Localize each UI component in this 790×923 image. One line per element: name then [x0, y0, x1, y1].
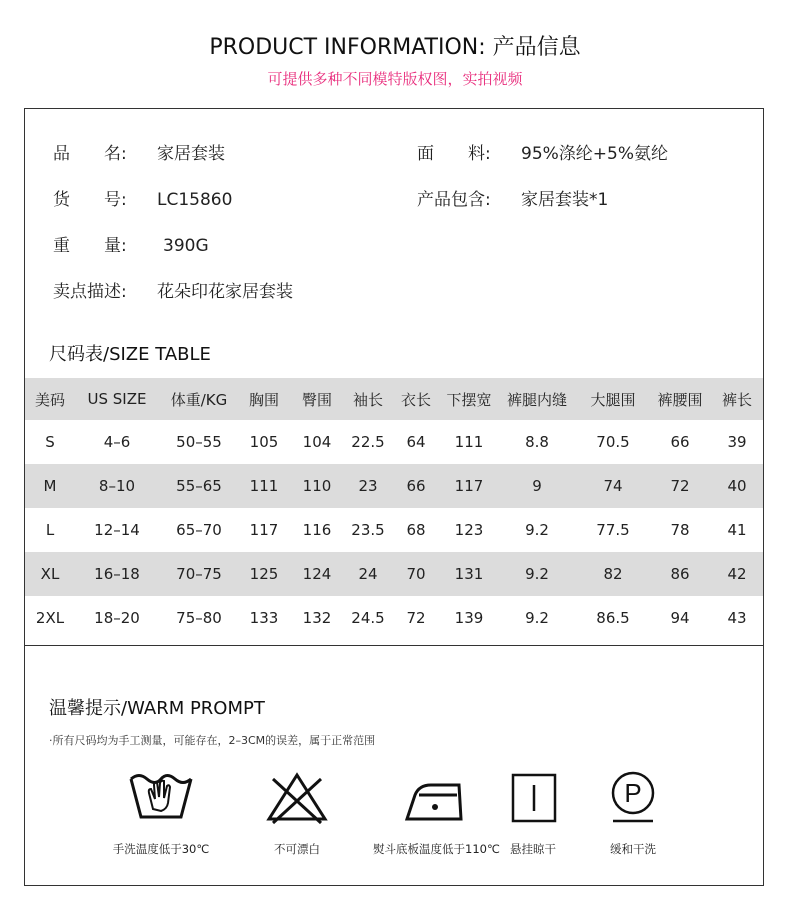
care-label-iron: 熨斗底板温度低于110℃	[373, 842, 500, 856]
table-cell: 111	[239, 464, 289, 508]
table-cell: 50–55	[176, 433, 222, 451]
size-table-header-cell: 大腿围	[577, 378, 649, 420]
table-cell: 110	[289, 464, 345, 508]
info-code-value: LC15860	[157, 190, 233, 210]
size-table-header-cell: 裤腰围	[649, 378, 711, 420]
table-row	[25, 552, 763, 596]
table-cell: 64	[406, 433, 426, 451]
info-code	[53, 185, 232, 210]
info-name	[53, 139, 225, 164]
info-weight	[53, 231, 209, 256]
warm-prompt-note: ·所有尺码均为手工测量，可能存在，2–3CM的误差，属于正常范围	[49, 734, 376, 747]
table-cell: 42	[711, 552, 763, 596]
table-cell: 116	[302, 521, 332, 539]
info-weight-label: 重 量:	[53, 236, 127, 256]
table-cell: 124	[289, 552, 345, 596]
table-cell: 4–6	[103, 433, 131, 451]
info-weight-value: 390G	[163, 236, 209, 256]
table-cell: 86.5	[596, 609, 630, 627]
info-fabric-value: 95%涤纶+5%氨纶	[521, 144, 668, 164]
info-selling-label: 卖点描述:	[53, 282, 127, 302]
table-cell: 105	[249, 433, 279, 451]
table-cell: 132	[302, 609, 332, 627]
size-table-header-cell: 衣长	[391, 378, 441, 420]
table-cell: 125	[239, 552, 289, 596]
warm-prompt-title: 温馨提示/WARM PROMPT	[49, 698, 265, 719]
info-contents-label: 产品包含:	[417, 190, 491, 210]
table-row	[25, 464, 763, 508]
table-cell: 75–80	[176, 609, 222, 627]
table-cell: 139	[454, 609, 484, 627]
hand-wash-icon	[127, 769, 195, 827]
table-row	[25, 596, 763, 640]
size-table-header-cell: US SIZE	[75, 378, 159, 420]
size-table-header-cell: 袖长	[345, 378, 391, 420]
table-cell: 43	[727, 609, 747, 627]
table-cell: 40	[711, 464, 763, 508]
table-cell: L	[45, 521, 55, 539]
care-label-no-bleach: 不可漂白	[274, 842, 320, 856]
table-cell: 117	[441, 464, 497, 508]
care-label-hang-dry: 悬挂晾干	[510, 842, 556, 856]
table-cell: 9.2	[525, 521, 549, 539]
info-contents	[417, 185, 608, 210]
table-cell: XL	[25, 552, 75, 596]
page-title: PRODUCT INFORMATION: 产品信息	[209, 35, 581, 60]
table-cell: 8.8	[525, 433, 549, 451]
info-frame	[24, 108, 764, 886]
iron-icon	[399, 769, 467, 827]
table-cell: 9	[497, 464, 577, 508]
table-cell: 8–10	[75, 464, 159, 508]
table-cell: 22.5	[351, 433, 385, 451]
table-cell: 2XL	[35, 609, 65, 627]
table-cell: 123	[454, 521, 484, 539]
care-label-hand-wash: 手洗温度低于30℃	[112, 842, 210, 856]
table-cell: 94	[670, 609, 690, 627]
table-cell: 66	[670, 433, 690, 451]
table-cell: 55–65	[159, 464, 239, 508]
dry-clean-icon	[599, 769, 667, 827]
table-cell: 77.5	[596, 521, 630, 539]
size-table-title: 尺码表/SIZE TABLE	[49, 344, 211, 365]
size-table-header-cell: 裤长	[711, 378, 763, 420]
size-table-header-cell: 下摆宽	[441, 378, 497, 420]
table-cell: 70–75	[159, 552, 239, 596]
size-table-header-cell: 美码	[25, 378, 75, 420]
size-table-header-cell: 臀围	[289, 378, 345, 420]
table-cell: 74	[577, 464, 649, 508]
table-cell: 18–20	[94, 609, 140, 627]
table-cell: 78	[670, 521, 690, 539]
info-code-label: 货 号:	[53, 190, 127, 210]
page-subtitle: 可提供多种不同模特版权图，实拍视频	[267, 70, 523, 88]
size-table-header	[25, 378, 763, 420]
size-table-header-cell: 裤腿内缝	[497, 378, 577, 420]
info-contents-value: 家居套装*1	[521, 190, 609, 210]
table-cell: 9.2	[497, 552, 577, 596]
table-cell: 24	[345, 552, 391, 596]
table-cell: M	[25, 464, 75, 508]
info-selling	[53, 277, 293, 302]
table-cell: 65–70	[176, 521, 222, 539]
table-cell: 104	[302, 433, 332, 451]
table-cell: 72	[649, 464, 711, 508]
table-cell: 66	[391, 464, 441, 508]
care-item-dry-clean	[573, 769, 693, 857]
size-table	[25, 378, 763, 640]
svg-text:P: P	[624, 778, 642, 808]
table-cell: 82	[577, 552, 649, 596]
table-cell: 86	[649, 552, 711, 596]
care-label-dry-clean: 缓和干洗	[610, 842, 656, 856]
table-cell: 39	[727, 433, 747, 451]
info-fabric-label: 面 料:	[417, 144, 491, 164]
hang-dry-icon	[499, 769, 567, 827]
info-fabric	[417, 139, 668, 164]
table-cell: 12–14	[94, 521, 140, 539]
care-item-hand-wash	[101, 769, 221, 857]
table-cell: 24.5	[351, 609, 385, 627]
info-name-label: 品 名:	[53, 144, 127, 164]
table-cell: 23	[345, 464, 391, 508]
no-bleach-icon	[263, 769, 331, 827]
section-divider	[25, 645, 763, 646]
size-table-header-cell: 体重/KG	[159, 378, 239, 420]
table-cell: 70.5	[596, 433, 630, 451]
info-selling-value: 花朵印花家居套装	[157, 282, 293, 302]
table-cell: S	[45, 433, 55, 451]
table-cell: 9.2	[525, 609, 549, 627]
table-cell: 111	[454, 433, 484, 451]
table-cell: 72	[406, 609, 426, 627]
table-cell: 70	[391, 552, 441, 596]
table-cell: 23.5	[351, 521, 385, 539]
table-cell: 41	[727, 521, 747, 539]
table-cell: 131	[441, 552, 497, 596]
table-row	[25, 420, 763, 464]
care-item-no-bleach	[237, 769, 357, 857]
table-cell: 133	[249, 609, 279, 627]
table-cell: 68	[406, 521, 426, 539]
table-row	[25, 508, 763, 552]
info-name-value: 家居套装	[157, 144, 225, 164]
table-cell: 16–18	[75, 552, 159, 596]
size-table-header-cell: 胸围	[239, 378, 289, 420]
table-cell: 117	[249, 521, 279, 539]
